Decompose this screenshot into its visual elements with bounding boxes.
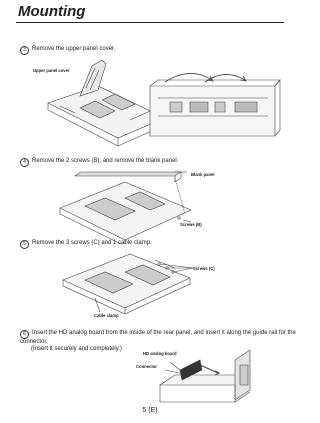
step-note: (Insert it securely and completely.) (31, 346, 122, 352)
page-number: 5 (E) (142, 407, 158, 414)
label-screws-b: Screws (B) (180, 222, 202, 227)
step-4 (20, 158, 178, 167)
step-text: Remove the 2 screws (B), and remove the blank panel. (32, 158, 179, 164)
label-hd-analog-board: HD analog board (143, 351, 177, 356)
label-connector: Connector (136, 364, 157, 369)
step-text: Remove the 3 screws (C) and 1 cable clamp. (32, 240, 152, 246)
label-upper-panel-cover: Upper panel cover (33, 68, 70, 73)
step-number: 5 (20, 240, 29, 249)
step-number: 4 (20, 158, 29, 167)
illustration-screws-cable-clamp (55, 250, 200, 318)
step-text: Remove the upper panel cover. (32, 46, 116, 52)
label-cable-clamp: Cable clamp (94, 313, 119, 318)
illustration-hd-analog-board (140, 340, 265, 408)
title-rule (16, 22, 284, 23)
step-number: 6 (20, 330, 29, 339)
step-number: 3 (20, 46, 29, 55)
step-5 (20, 240, 152, 249)
label-blank-panel: Blank panel (191, 172, 215, 177)
step-3 (20, 46, 115, 55)
label-screws-c: Screws (C) (193, 266, 215, 271)
illustration-upper-panel-cover (40, 58, 290, 148)
page-title: Mounting (18, 3, 86, 20)
illustration-blank-panel (55, 168, 195, 244)
step-text: Insert the HD analog board from the inside of the rear panel, and insert it along the guide rail for the connector. (20, 330, 296, 345)
